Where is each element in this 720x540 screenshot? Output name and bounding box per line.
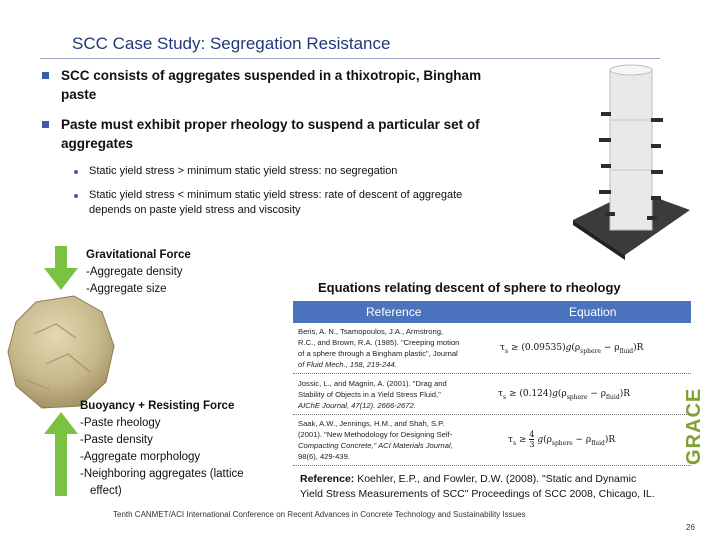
reference-citation: Reference: Koehler, E.P., and Fowler, D.W. (2008). "Static and Dynamic Yield Stress Measurements of SCC" Proceedings of SCC 2008, Chicago, IL. [300,473,655,500]
row-divider [293,465,691,466]
table-header [293,301,691,323]
grace-logo: GRACE [683,387,705,465]
column-apparatus-photo [565,60,695,260]
table-row-equation: $\tau_s$ ≥ $\frac{4}{3}$ $g(\rho_{sphere} - \rho_{fluid})R$ [508,430,616,449]
gravity-arrow-down-icon [44,246,78,290]
table-row-equation: $\tau_s \ge (0.124)g(\rho_{sphere} - \rho_{fluid})R$ [498,389,630,401]
subbullet-marker [74,194,78,198]
bullet-marker [42,72,49,79]
bullet-text-1: SCC consists of aggregates suspended in a thixotropic, Bingham paste [61,68,482,102]
table-row-reference: Jossic, L., and Magnin, A. (2001). "Drag and Stability of Objects in a Yield Stress Fluid," AIChE Journal, 47(12). 2666-2672. [298,379,447,410]
subbullet-text-1: Static yield stress > minimum static yield stress: no segregation [89,165,398,177]
table-row-reference: Beris, A. N., Tsamopoulos, J.A., Armstrong, R.C., and Brown, R.A. (1985). "Creeping motion of a sphere through a Bingham plastic", Journal of Fluid Mech., 158, 219-244. [298,327,460,369]
footer-text: Tenth CANMET/ACI International Conference on Recent Advances in Concrete Technology and Sustainability Issues [113,510,526,519]
slide-title: SCC Case Study: Segregation Resistance [72,34,391,53]
subbullet-marker [74,170,78,174]
table-row-equation: $\tau_s \ge (0.09535)g(\rho_{sphere} - \rho_{fluid})R$ [500,343,644,355]
column-header-equation: Equation [569,305,617,319]
row-divider [293,414,691,415]
gravity-force-text: Gravitational Force -Aggregate density -Aggregate size [86,249,191,295]
buoyancy-arrow-up-icon [44,412,78,496]
equations-heading: Equations relating descent of sphere to rheology [318,280,621,295]
subbullet-text-2: Static yield stress < minimum static yield stress: rate of descent of aggregate depends on paste yield stress and viscosity [89,189,463,216]
buoyancy-force-text: Buoyancy + Resisting Force -Paste rheology -Paste density -Aggregate morphology -Neighboring aggregates (lattice effect) [80,400,244,497]
row-divider [293,373,691,374]
bullet-text-2: Paste must exhibit proper rheology to suspend a particular set of aggregates [61,117,480,151]
table-row-reference: Saak, A.W., Jennings, H.M., and Shah, S.P. (2001). "New Methodology for Designing Self- Compacting Concrete," ACI Materials Journal, 98(6), 429-439. [298,419,453,461]
title-divider [40,58,660,59]
aggregate-rock-image [6,294,118,412]
bullet-marker [42,121,49,128]
column-header-reference: Reference [366,305,422,319]
page-number: 26 [686,523,695,532]
